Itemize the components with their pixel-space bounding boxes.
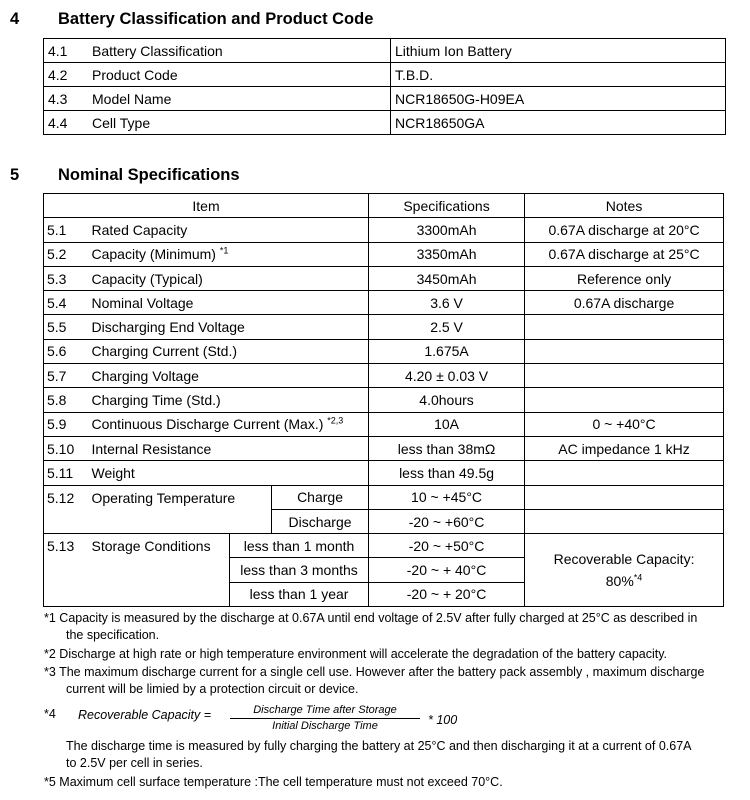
row-label: Model Name xyxy=(88,87,391,111)
spec-num: 5.11 xyxy=(44,461,88,485)
classification-row xyxy=(44,111,726,135)
header-item: Item xyxy=(44,194,369,218)
spec-label-text: Rated Capacity xyxy=(91,221,188,238)
spec-row xyxy=(44,291,724,315)
spec-row xyxy=(44,339,724,363)
formula-numerator: Discharge Time after Storage xyxy=(253,704,397,716)
spec-num: 5.10 xyxy=(44,436,88,460)
footnote-3-line1: *3 The maximum discharge current for a single cell use. However after the battery pack assembly , maximum discharge xyxy=(44,665,705,679)
spec-label xyxy=(88,218,369,242)
spec-label-text: Charging Current (Std.) xyxy=(91,343,238,360)
spec-value: 4.0hours xyxy=(369,388,525,412)
footnote-3-line2: current will be limied by a protection circuit or device. xyxy=(66,681,359,696)
spec-value: 10A xyxy=(369,412,525,436)
spec-note xyxy=(525,485,724,509)
spec-header-row xyxy=(44,194,724,218)
spec-note xyxy=(525,339,724,363)
spec-label: Operating Temperature xyxy=(88,485,272,534)
footnote-1-line2: the specification. xyxy=(66,627,160,642)
spec-label xyxy=(88,339,369,363)
operating-discharge-label: Discharge xyxy=(272,509,369,533)
spec-value: less than 38mΩ xyxy=(369,436,525,460)
formula-lhs: Recoverable Capacity = xyxy=(78,708,212,722)
spec-value: less than 49.5g xyxy=(369,461,525,485)
spec-label-text: Discharging End Voltage xyxy=(91,319,245,336)
spec-num: 5.5 xyxy=(44,315,88,339)
spec-row xyxy=(44,364,724,388)
spec-label-sup: *2,3 xyxy=(327,415,344,426)
storage-note-line1: Recoverable Capacity: xyxy=(553,551,695,568)
spec-note xyxy=(525,509,724,533)
spec-label xyxy=(88,242,369,266)
spec-note: 0.67A discharge at 25°C xyxy=(525,242,724,266)
specifications-table xyxy=(43,193,724,607)
spec-num: 5.9 xyxy=(44,412,88,436)
spec-note: Reference only xyxy=(525,266,724,290)
storage-spec: -20 ~ + 40°C xyxy=(369,558,525,582)
spec-label xyxy=(88,315,369,339)
spec-label-text: Weight xyxy=(91,464,135,481)
footnote-3 xyxy=(44,664,704,697)
spec-row xyxy=(44,218,724,242)
classification-table xyxy=(43,38,726,135)
classification-row xyxy=(44,63,726,87)
footnote-4-text xyxy=(66,738,691,771)
header-notes: Notes xyxy=(525,194,724,218)
operating-charge-spec: 10 ~ +45°C xyxy=(369,485,525,509)
storage-spec: -20 ~ +50°C xyxy=(369,534,525,558)
storage-period: less than 3 months xyxy=(230,558,369,582)
storage-note xyxy=(525,534,724,607)
spec-label xyxy=(88,461,369,485)
spec-label-text: Capacity (Minimum) xyxy=(91,246,216,263)
spec-label xyxy=(88,388,369,412)
spec-note xyxy=(525,364,724,388)
spec-value: 3300mAh xyxy=(369,218,525,242)
spec-value: 3.6 V xyxy=(369,291,525,315)
storage-spec: -20 ~ + 20°C xyxy=(369,582,525,606)
row-num: 4.3 xyxy=(44,87,89,111)
spec-row xyxy=(44,242,724,266)
fraction-line xyxy=(230,718,420,719)
spec-label xyxy=(88,412,369,436)
footnote-4-line1: The discharge time is measured by fully charging the battery at 25°C and then discharging it at a current of 0.67A xyxy=(66,739,692,753)
spec-num: 5.1 xyxy=(44,218,88,242)
spec-row xyxy=(44,461,724,485)
spec-label-text: Charging Time (Std.) xyxy=(91,392,221,409)
row-value: NCR18650G-H09EA xyxy=(391,87,726,111)
spec-label xyxy=(88,291,369,315)
spec-label xyxy=(88,436,369,460)
spec-num: 5.4 xyxy=(44,291,88,315)
spec-value: 1.675A xyxy=(369,339,525,363)
operating-charge-label: Charge xyxy=(272,485,369,509)
row-label: Product Code xyxy=(88,63,391,87)
row-num: 4.2 xyxy=(44,63,89,87)
spec-label-text: Nominal Voltage xyxy=(91,294,194,311)
classification-row xyxy=(44,87,726,111)
spec-label-text: Capacity (Typical) xyxy=(91,270,203,287)
formula-fraction xyxy=(230,704,420,732)
spec-row xyxy=(44,436,724,460)
row-num: 4.1 xyxy=(44,39,89,63)
storage-note-sup: *4 xyxy=(633,572,643,583)
storage-period: less than 1 year xyxy=(230,582,369,606)
spec-num: 5.13 xyxy=(44,534,88,607)
spec-note: 0.67A discharge xyxy=(525,291,724,315)
spec-row-storage-1 xyxy=(44,534,724,558)
spec-num: 5.2 xyxy=(44,242,88,266)
spec-num: 5.8 xyxy=(44,388,88,412)
spec-note: 0.67A discharge at 20°C xyxy=(525,218,724,242)
row-value: T.B.D. xyxy=(391,63,726,87)
spec-note: AC impedance 1 kHz xyxy=(525,436,724,460)
spec-num: 5.7 xyxy=(44,364,88,388)
spec-num: 5.3 xyxy=(44,266,88,290)
spec-note xyxy=(525,388,724,412)
spec-label xyxy=(88,266,369,290)
spec-label-sup: *1 xyxy=(219,245,229,256)
operating-discharge-spec: -20 ~ +60°C xyxy=(369,509,525,533)
spec-label-text: Charging Voltage xyxy=(91,367,199,384)
row-label: Cell Type xyxy=(88,111,391,135)
footnote-5: *5 Maximum cell surface temperature :The cell temperature must not exceed 70°C. xyxy=(44,775,503,789)
spec-num: 5.12 xyxy=(44,485,88,534)
footnote-4-mark: *4 xyxy=(44,707,56,721)
spec-value: 3350mAh xyxy=(369,242,525,266)
spec-note xyxy=(525,315,724,339)
spec-note xyxy=(525,461,724,485)
spec-row xyxy=(44,388,724,412)
spec-value: 3450mAh xyxy=(369,266,525,290)
row-value: NCR18650GA xyxy=(391,111,726,135)
spec-value: 2.5 V xyxy=(369,315,525,339)
header-specifications: Specifications xyxy=(369,194,525,218)
formula-multiplier: * 100 xyxy=(428,713,458,727)
spec-row-operating-charge xyxy=(44,485,724,509)
spec-label-text: Continuous Discharge Current (Max.) xyxy=(91,416,324,433)
spec-label-text: Internal Resistance xyxy=(91,440,212,457)
footnote-4-line2: to 2.5V per cell in series. xyxy=(66,755,203,770)
formula-denominator: Initial Discharge Time xyxy=(272,720,378,732)
storage-note-line2: 80% xyxy=(605,573,634,590)
spec-row xyxy=(44,315,724,339)
spec-label xyxy=(88,364,369,388)
spec-value: 4.20 ± 0.03 V xyxy=(369,364,525,388)
footnote-2: *2 Discharge at high rate or high temperature environment will accelerate the degradation of the battery capacity. xyxy=(44,647,668,661)
row-label: Battery Classification xyxy=(88,39,391,63)
spec-row xyxy=(44,412,724,436)
row-num: 4.4 xyxy=(44,111,89,135)
spec-row xyxy=(44,266,724,290)
storage-period: less than 1 month xyxy=(230,534,369,558)
footnote-1 xyxy=(44,610,697,643)
spec-num: 5.6 xyxy=(44,339,88,363)
row-value: Lithium Ion Battery xyxy=(391,39,726,63)
footnote-1-line1: *1 Capacity is measured by the discharge at 0.67A until end voltage of 2.5V after fully charged at 25°C as described in xyxy=(44,611,698,625)
spec-label: Storage Conditions xyxy=(88,534,230,607)
spec-note: 0 ~ +40°C xyxy=(525,412,724,436)
classification-row xyxy=(44,39,726,63)
